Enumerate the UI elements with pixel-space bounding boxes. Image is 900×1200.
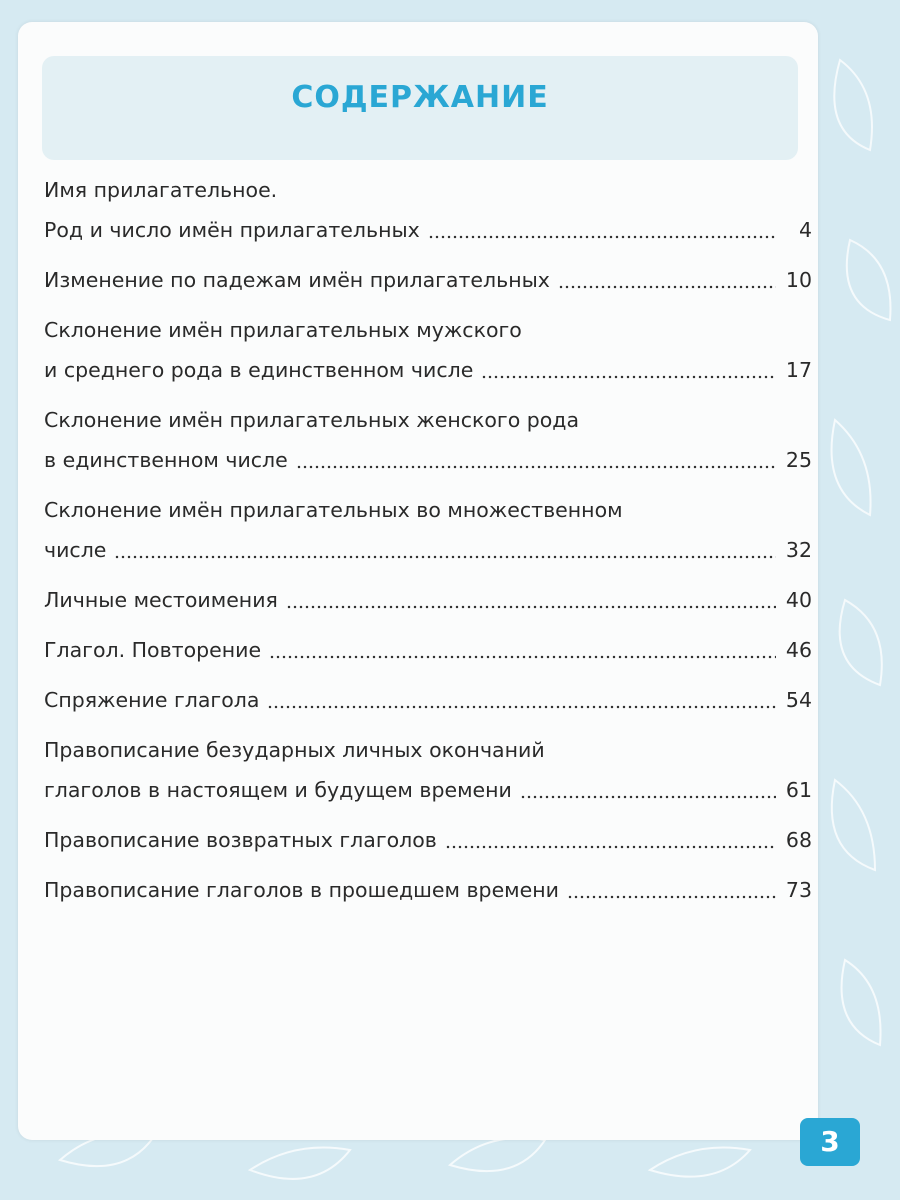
toc-entry-last-line (44, 820, 812, 860)
toc-entry-title: глаголов в настоящем и будущем времени (44, 778, 512, 802)
toc-page-number: 40 (785, 588, 812, 612)
toc-entry (44, 310, 812, 390)
toc-page-number: 46 (785, 638, 812, 662)
toc-entry-title: в единственном числе (44, 448, 288, 472)
toc-entry (44, 260, 812, 300)
toc-entry-last-line (44, 770, 812, 810)
dot-leader (445, 844, 776, 850)
dot-leader (267, 704, 776, 710)
toc-entry (44, 870, 812, 910)
toc-entry-title: Правописание возвратных глаголов (44, 828, 437, 852)
toc-entry-title: Род и число имён прилагательных (44, 218, 420, 242)
toc-entry-last-line (44, 530, 812, 570)
table-of-contents (44, 170, 812, 920)
toc-page-number: 32 (785, 538, 812, 562)
toc-entry-title: Спряжение глагола (44, 688, 260, 712)
toc-entry-last-line (44, 260, 812, 300)
toc-entry (44, 490, 812, 570)
toc-page-number: 68 (785, 828, 812, 852)
page-title: СОДЕРЖАНИЕ (291, 80, 549, 115)
toc-entry-last-line (44, 440, 812, 480)
dot-leader (296, 464, 776, 470)
toc-entry-title: Правописание глаголов в прошедшем времени (44, 878, 559, 902)
toc-entry (44, 730, 812, 810)
toc-entry-last-line (44, 580, 812, 620)
toc-entry-title: и среднего рода в единственном числе (44, 358, 474, 382)
toc-entry-last-line (44, 870, 812, 910)
dot-leader (114, 554, 776, 560)
toc-entry-line: Имя прилагательное. (44, 178, 278, 202)
dot-leader (567, 894, 776, 900)
toc-page-number: 73 (785, 878, 812, 902)
dot-leader (520, 794, 776, 800)
toc-entry-line: Склонение имён прилагательных мужского (44, 318, 522, 342)
dot-leader (481, 374, 776, 380)
toc-entry-last-line (44, 350, 812, 390)
toc-entry-line: Склонение имён прилагательных во множественном (44, 498, 623, 522)
toc-entry-title: Изменение по падежам имён прилагательных (44, 268, 550, 292)
toc-entry-last-line (44, 630, 812, 670)
toc-entry (44, 820, 812, 860)
toc-entry-line: Склонение имён прилагательных женского рода (44, 408, 580, 432)
dot-leader (286, 604, 776, 610)
toc-entry-title: Глагол. Повторение (44, 638, 262, 662)
toc-page-number: 10 (785, 268, 812, 292)
toc-page-number: 25 (785, 448, 812, 472)
dot-leader (558, 284, 776, 290)
toc-entry (44, 630, 812, 670)
toc-entry-last-line (44, 210, 812, 250)
dot-leader (428, 234, 776, 240)
toc-entry-title: Личные местоимения (44, 588, 278, 612)
toc-entry (44, 170, 812, 250)
toc-entry (44, 680, 812, 720)
toc-page-number: 54 (785, 688, 812, 712)
dot-leader (269, 654, 776, 660)
page-number-badge: 3 (800, 1118, 860, 1166)
toc-entry (44, 400, 812, 480)
toc-entry (44, 580, 812, 620)
toc-page-number: 4 (798, 218, 812, 242)
toc-entry-last-line (44, 680, 812, 720)
toc-page-number: 61 (785, 778, 812, 802)
toc-page-number: 17 (785, 358, 812, 382)
toc-entry-line: Правописание безударных личных окончаний (44, 738, 545, 762)
toc-entry-title: числе (44, 538, 107, 562)
